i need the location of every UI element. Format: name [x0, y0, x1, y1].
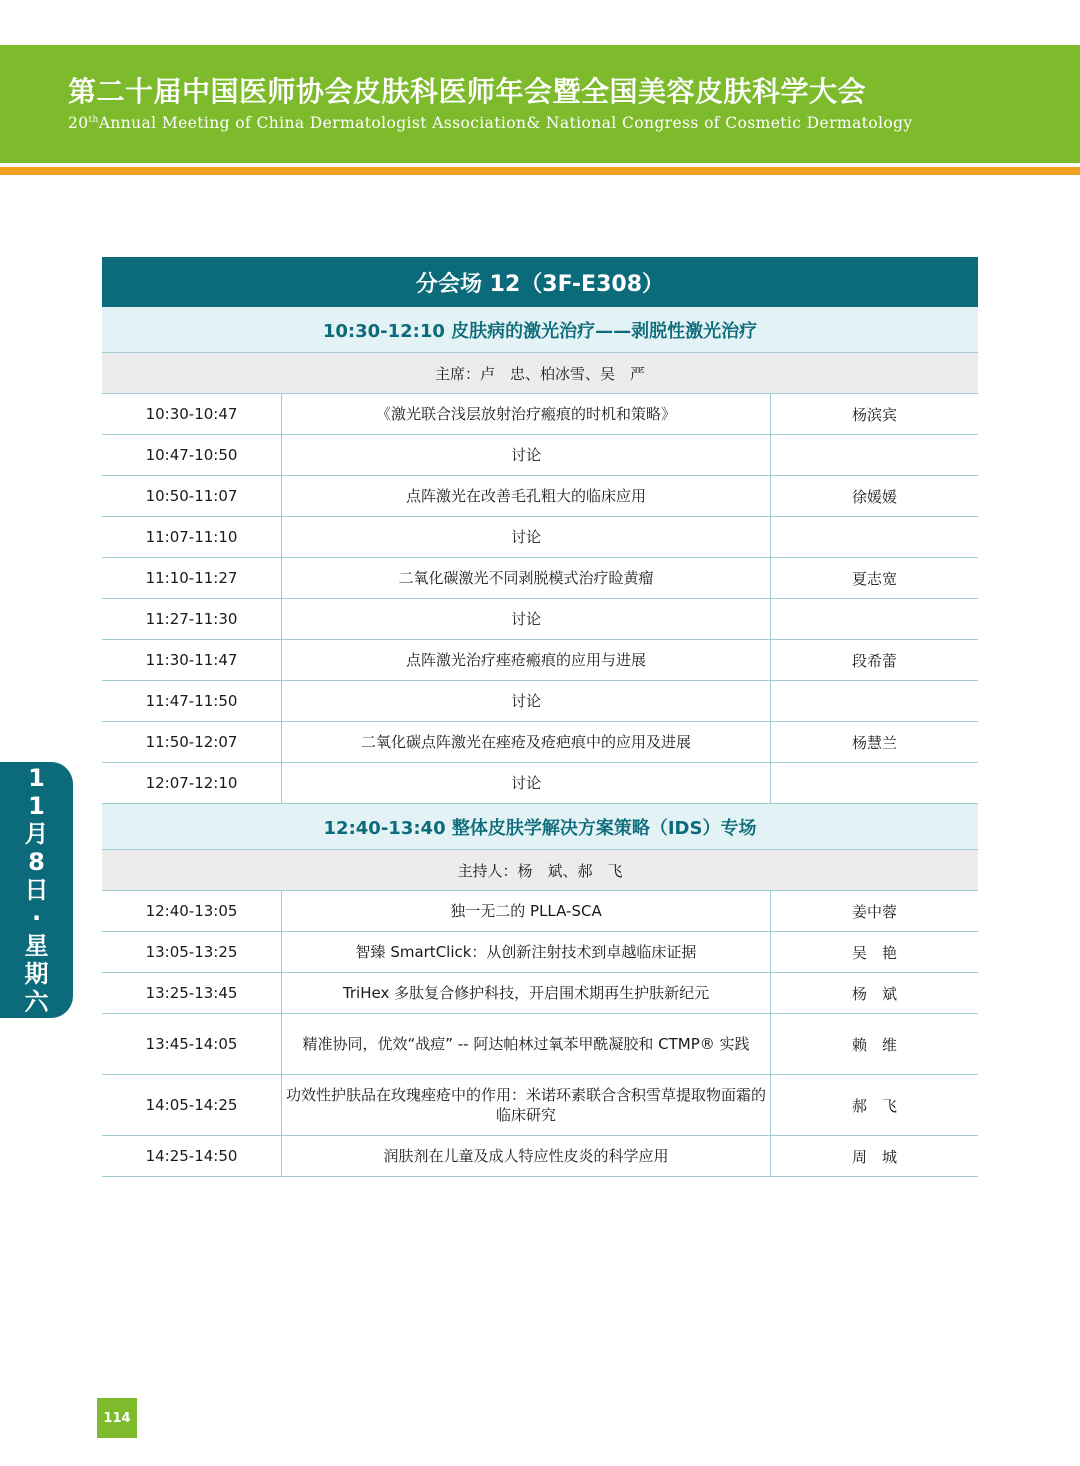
time-cell: 11:30-11:47 [102, 640, 282, 680]
topic-cell: 讨论 [282, 435, 771, 475]
time-cell: 12:07-12:10 [102, 763, 282, 803]
date-label: 11月8日·星期六 [24, 764, 49, 1016]
page-number: 114 [97, 1398, 137, 1438]
table-row [102, 932, 978, 973]
topic-cell: TriHex 多肽复合修护科技，开启围术期再生护肤新纪元 [282, 973, 771, 1013]
schedule-table [102, 257, 978, 1177]
topic-cell: 二氧化碳激光不同剥脱模式治疗睑黄瘤 [282, 558, 771, 598]
table-row [102, 1014, 978, 1075]
topic-cell: 讨论 [282, 763, 771, 803]
time-cell: 11:07-11:10 [102, 517, 282, 557]
speaker-cell [771, 681, 978, 721]
topic-cell: 《激光联合浅层放射治疗瘢痕的时机和策略》 [282, 394, 771, 434]
time-cell: 13:25-13:45 [102, 973, 282, 1013]
topic-cell: 讨论 [282, 599, 771, 639]
speaker-cell: 夏志宽 [851, 569, 897, 588]
block-title: 10:30-12:10 皮肤病的激光治疗——剥脱性激光治疗 [102, 307, 978, 353]
topic-cell: 讨论 [282, 681, 771, 721]
speaker-cell: 杨滨宾 [851, 405, 897, 424]
table-row [102, 599, 978, 640]
table-row [102, 891, 978, 932]
topic-cell: 功效性护肤品在玫瑰痤疮中的作用：米诺环素联合含积雪草提取物面霜的临床研究 [282, 1075, 771, 1135]
speaker-cell: 赖 维 [851, 1035, 897, 1054]
table-row [102, 1075, 978, 1136]
chair-row: 主持人：杨 斌、郝 飞 [102, 850, 978, 891]
time-cell: 13:05-13:25 [102, 932, 282, 972]
speaker-cell: 吴 艳 [851, 943, 897, 962]
time-cell: 11:27-11:30 [102, 599, 282, 639]
topic-cell: 讨论 [282, 517, 771, 557]
time-cell: 14:05-14:25 [102, 1075, 282, 1135]
time-cell: 11:50-12:07 [102, 722, 282, 762]
table-row [102, 973, 978, 1014]
conference-title: 第二十届中国医师协会皮肤科医师年会暨全国美容皮肤科学大会 [68, 75, 867, 108]
time-cell: 12:40-13:05 [102, 891, 282, 931]
table-row [102, 763, 978, 804]
time-cell: 10:50-11:07 [102, 476, 282, 516]
header-stripe [0, 167, 1080, 175]
speaker-cell: 郝 飞 [851, 1096, 897, 1115]
speaker-cell: 杨慧兰 [851, 733, 897, 752]
block-title: 12:40-13:40 整体皮肤学解决方案策略（IDS）专场 [102, 804, 978, 850]
time-cell: 10:47-10:50 [102, 435, 282, 475]
table-row [102, 681, 978, 722]
speaker-cell: 姜中蓉 [851, 902, 897, 921]
subtitle-text: Annual Meeting of China Dermatologist Association& National Congress of Cosmetic Dermatology [98, 114, 913, 132]
table-row [102, 1136, 978, 1177]
date-side-tab [0, 762, 73, 1018]
topic-cell: 点阵激光治疗痤疮瘢痕的应用与进展 [282, 640, 771, 680]
table-row [102, 558, 978, 599]
speaker-cell [771, 763, 978, 803]
topic-cell: 智臻 SmartClick：从创新注射技术到卓越临床证据 [282, 932, 771, 972]
block-rows [102, 394, 978, 804]
table-row [102, 394, 978, 435]
table-row [102, 640, 978, 681]
speaker-cell: 周 城 [851, 1147, 897, 1166]
speaker-cell [771, 435, 978, 475]
speaker-cell: 杨 斌 [851, 984, 897, 1003]
table-row [102, 476, 978, 517]
time-cell: 11:10-11:27 [102, 558, 282, 598]
topic-cell: 独一无二的 PLLA-SCA [282, 891, 771, 931]
chair-row: 主席：卢 忠、柏冰雪、吴 严 [102, 353, 978, 394]
subtitle-superscript: th [88, 114, 99, 125]
table-row [102, 722, 978, 763]
table-row [102, 435, 978, 476]
table-row [102, 517, 978, 558]
time-cell: 10:30-10:47 [102, 394, 282, 434]
topic-cell: 二氧化碳点阵激光在痤疮及疮疤痕中的应用及进展 [282, 722, 771, 762]
time-cell: 14:25-14:50 [102, 1136, 282, 1176]
topic-cell: 点阵激光在改善毛孔粗大的临床应用 [282, 476, 771, 516]
topic-cell: 润肤剂在儿童及成人特应性皮炎的科学应用 [282, 1136, 771, 1176]
speaker-cell: 段希蕾 [851, 651, 897, 670]
time-cell: 11:47-11:50 [102, 681, 282, 721]
subtitle-number: 20 [68, 114, 89, 132]
block-rows [102, 891, 978, 1177]
time-cell: 13:45-14:05 [102, 1014, 282, 1074]
conference-subtitle [68, 114, 913, 132]
session-title: 分会场 12（3F-E308） [102, 257, 978, 307]
speaker-cell [771, 599, 978, 639]
topic-cell: 精准协同，优效“战痘” -- 阿达帕林过氧苯甲酰凝胶和 CTMP® 实践 [282, 1014, 771, 1074]
speaker-cell: 徐媛媛 [851, 487, 897, 506]
speaker-cell [771, 517, 978, 557]
